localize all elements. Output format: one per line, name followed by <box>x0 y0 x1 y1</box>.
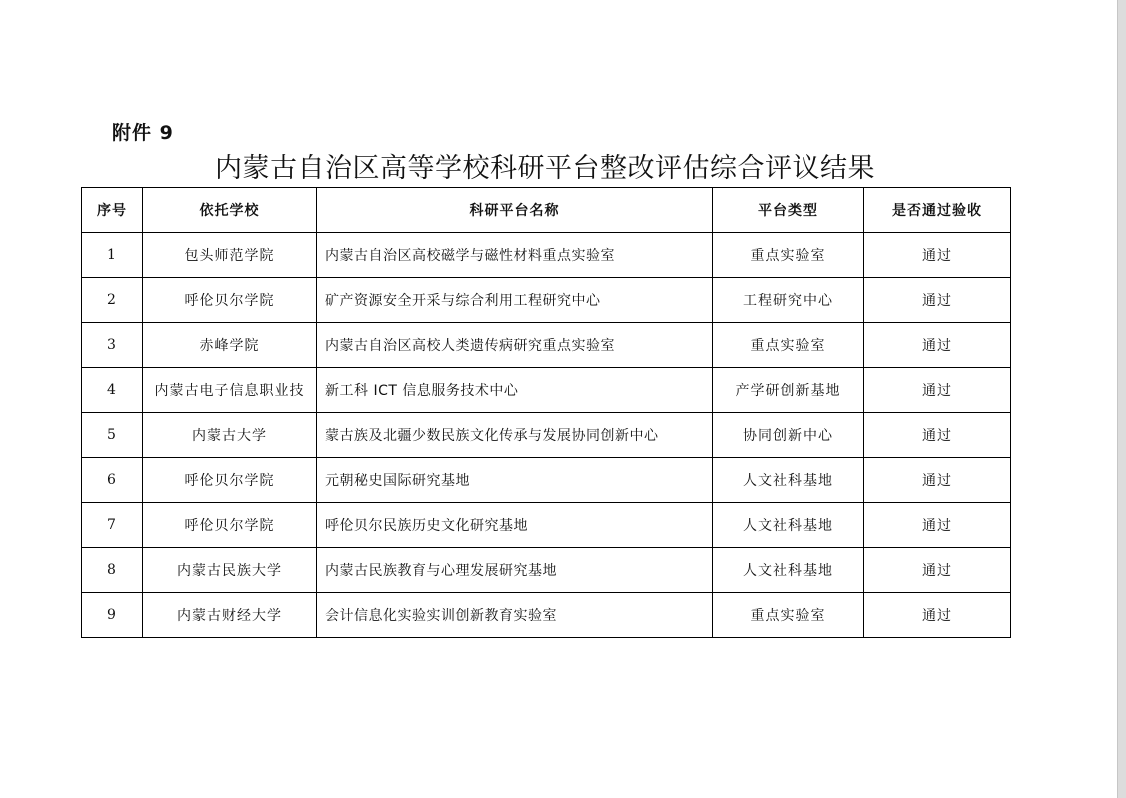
table-row <box>82 368 1011 413</box>
row-school: 呼伦贝尔学院 <box>143 503 317 548</box>
row-number: 8 <box>82 548 143 593</box>
row-type: 工程研究中心 <box>713 278 864 323</box>
table-row <box>82 548 1011 593</box>
row-number: 9 <box>82 593 143 638</box>
row-school: 内蒙古财经大学 <box>143 593 317 638</box>
row-school: 赤峰学院 <box>143 323 317 368</box>
row-school: 呼伦贝尔学院 <box>143 458 317 503</box>
row-number: 6 <box>82 458 143 503</box>
row-school: 内蒙古大学 <box>143 413 317 458</box>
row-type: 重点实验室 <box>713 233 864 278</box>
row-type: 协同创新中心 <box>713 413 864 458</box>
row-school: 包头师范学院 <box>143 233 317 278</box>
row-result: 通过 <box>864 458 1011 503</box>
header-number: 序号 <box>82 188 143 233</box>
results-table <box>81 187 1011 638</box>
row-platform: 内蒙古自治区高校磁学与磁性材料重点实验室 <box>317 233 713 278</box>
row-school: 内蒙古民族大学 <box>143 548 317 593</box>
row-number: 3 <box>82 323 143 368</box>
row-school: 呼伦贝尔学院 <box>143 278 317 323</box>
row-school: 内蒙古电子信息职业技 <box>143 368 317 413</box>
row-number: 2 <box>82 278 143 323</box>
row-type: 人文社科基地 <box>713 548 864 593</box>
row-result: 通过 <box>864 593 1011 638</box>
row-result: 通过 <box>864 503 1011 548</box>
attachment-label: 附件 9 <box>112 122 174 144</box>
header-type: 平台类型 <box>713 188 864 233</box>
row-result: 通过 <box>864 548 1011 593</box>
row-result: 通过 <box>864 323 1011 368</box>
table-row <box>82 503 1011 548</box>
header-platform: 科研平台名称 <box>317 188 713 233</box>
row-platform: 元朝秘史国际研究基地 <box>317 458 713 503</box>
row-number: 7 <box>82 503 143 548</box>
row-platform: 内蒙古民族教育与心理发展研究基地 <box>317 548 713 593</box>
header-result: 是否通过验收 <box>864 188 1011 233</box>
row-number: 4 <box>82 368 143 413</box>
table-row <box>82 233 1011 278</box>
table-row <box>82 278 1011 323</box>
row-type: 产学研创新基地 <box>713 368 864 413</box>
row-platform: 新工科 ICT 信息服务技术中心 <box>317 368 713 413</box>
row-type: 人文社科基地 <box>713 503 864 548</box>
row-type: 人文社科基地 <box>713 458 864 503</box>
table-header-row <box>82 188 1011 233</box>
table-row <box>82 593 1011 638</box>
table-row <box>82 413 1011 458</box>
row-number: 5 <box>82 413 143 458</box>
row-platform: 矿产资源安全开采与综合利用工程研究中心 <box>317 278 713 323</box>
row-result: 通过 <box>864 368 1011 413</box>
header-school: 依托学校 <box>143 188 317 233</box>
table-row <box>82 323 1011 368</box>
row-platform: 会计信息化实验实训创新教育实验室 <box>317 593 713 638</box>
table-row <box>82 458 1011 503</box>
row-type: 重点实验室 <box>713 323 864 368</box>
document-title: 内蒙古自治区高等学校科研平台整改评估综合评议结果 <box>215 153 875 184</box>
viewer-scrollbar[interactable] <box>1117 0 1126 798</box>
row-number: 1 <box>82 233 143 278</box>
row-platform: 蒙古族及北疆少数民族文化传承与发展协同创新中心 <box>317 413 713 458</box>
row-platform: 呼伦贝尔民族历史文化研究基地 <box>317 503 713 548</box>
row-result: 通过 <box>864 278 1011 323</box>
row-result: 通过 <box>864 233 1011 278</box>
row-platform: 内蒙古自治区高校人类遗传病研究重点实验室 <box>317 323 713 368</box>
row-result: 通过 <box>864 413 1011 458</box>
row-type: 重点实验室 <box>713 593 864 638</box>
